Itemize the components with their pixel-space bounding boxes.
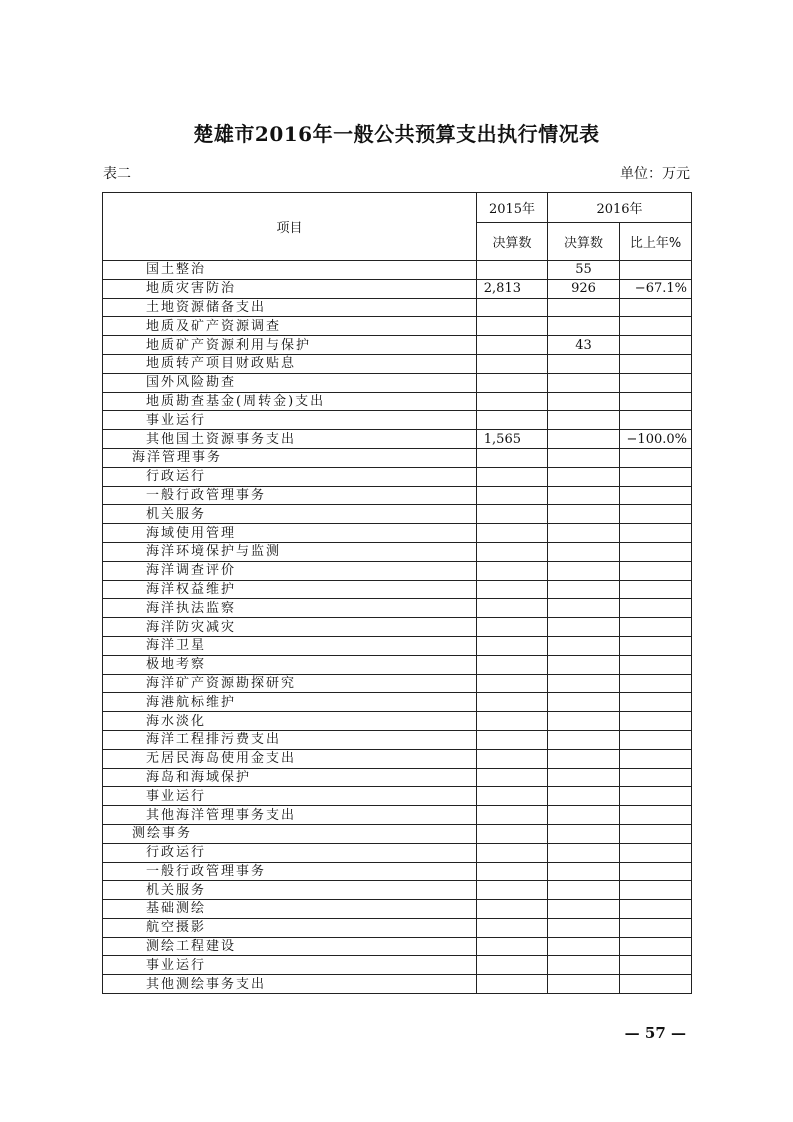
table-row	[103, 843, 692, 862]
ratio-value	[620, 448, 692, 467]
value-2015	[477, 693, 548, 712]
row-name: 事业运行	[103, 787, 477, 806]
value-2015: 1,565	[477, 430, 548, 449]
row-name: 极地考察	[103, 655, 477, 674]
table-row	[103, 505, 692, 524]
table-row	[103, 317, 692, 336]
value-2015	[477, 467, 548, 486]
row-name: 海洋权益维护	[103, 580, 477, 599]
table-row	[103, 787, 692, 806]
row-name: 机关服务	[103, 881, 477, 900]
value-2015	[477, 918, 548, 937]
value-2015	[477, 768, 548, 787]
ratio-value	[620, 712, 692, 731]
ratio-value: −67.1%	[620, 279, 692, 298]
header-2015: 2015年	[477, 193, 548, 223]
value-2015	[477, 881, 548, 900]
table-row	[103, 467, 692, 486]
value-2016	[548, 618, 620, 637]
value-2016	[548, 298, 620, 317]
row-name: 海洋环境保护与监测	[103, 542, 477, 561]
value-2015	[477, 655, 548, 674]
row-name: 海洋矿产资源勘探研究	[103, 674, 477, 693]
value-2015	[477, 505, 548, 524]
ratio-value	[620, 881, 692, 900]
row-name: 海洋工程排污费支出	[103, 730, 477, 749]
table-row	[103, 336, 692, 355]
table-row	[103, 806, 692, 825]
row-name: 地质勘查基金(周转金)支出	[103, 392, 477, 411]
row-name: 海岛和海域保护	[103, 768, 477, 787]
value-2015	[477, 975, 548, 994]
value-2016	[548, 806, 620, 825]
row-name: 测绘工程建设	[103, 937, 477, 956]
value-2016	[548, 768, 620, 787]
row-name: 一般行政管理事务	[103, 486, 477, 505]
value-2016	[548, 411, 620, 430]
value-2016	[548, 655, 620, 674]
value-2016	[548, 448, 620, 467]
table-row	[103, 862, 692, 881]
value-2016	[548, 787, 620, 806]
row-name: 海洋管理事务	[103, 448, 477, 467]
table-row	[103, 768, 692, 787]
table-row	[103, 655, 692, 674]
value-2016	[548, 542, 620, 561]
table-row	[103, 749, 692, 768]
ratio-value	[620, 806, 692, 825]
value-2015	[477, 524, 548, 543]
value-2015	[477, 712, 548, 731]
row-name: 事业运行	[103, 411, 477, 430]
row-name: 地质灾害防治	[103, 279, 477, 298]
value-2016	[548, 693, 620, 712]
ratio-value	[620, 599, 692, 618]
value-2015	[477, 900, 548, 919]
table-row	[103, 824, 692, 843]
table-row	[103, 881, 692, 900]
value-2016	[548, 580, 620, 599]
ratio-value	[620, 467, 692, 486]
value-2015	[477, 730, 548, 749]
value-2015	[477, 448, 548, 467]
table-row	[103, 486, 692, 505]
ratio-value	[620, 524, 692, 543]
table-row	[103, 448, 692, 467]
ratio-value	[620, 956, 692, 975]
table-row	[103, 430, 692, 449]
value-2015	[477, 580, 548, 599]
table-row	[103, 279, 692, 298]
value-2016	[548, 636, 620, 655]
ratio-value	[620, 392, 692, 411]
value-2016	[548, 730, 620, 749]
row-name: 地质及矿产资源调查	[103, 317, 477, 336]
ratio-value	[620, 542, 692, 561]
ratio-value	[620, 317, 692, 336]
value-2016: 926	[548, 279, 620, 298]
table-row	[103, 354, 692, 373]
value-2016	[548, 354, 620, 373]
table-row	[103, 298, 692, 317]
row-name: 其他测绘事务支出	[103, 975, 477, 994]
value-2016	[548, 599, 620, 618]
table-row	[103, 730, 692, 749]
value-2016: 55	[548, 261, 620, 280]
row-name: 基础测绘	[103, 900, 477, 919]
ratio-value	[620, 354, 692, 373]
budget-table	[102, 192, 692, 994]
ratio-value	[620, 298, 692, 317]
ratio-value	[620, 655, 692, 674]
value-2015	[477, 862, 548, 881]
row-name: 行政运行	[103, 467, 477, 486]
ratio-value	[620, 505, 692, 524]
value-2016	[548, 749, 620, 768]
unit-label: 单位：万元	[620, 166, 690, 182]
row-name: 一般行政管理事务	[103, 862, 477, 881]
row-name: 测绘事务	[103, 824, 477, 843]
row-name: 海洋卫星	[103, 636, 477, 655]
row-name: 其他海洋管理事务支出	[103, 806, 477, 825]
ratio-value	[620, 975, 692, 994]
table-row	[103, 373, 692, 392]
ratio-value	[620, 674, 692, 693]
value-2016	[548, 975, 620, 994]
value-2016	[548, 486, 620, 505]
ratio-value	[620, 261, 692, 280]
row-name: 机关服务	[103, 505, 477, 524]
row-name: 土地资源储备支出	[103, 298, 477, 317]
row-name: 海洋调查评价	[103, 561, 477, 580]
value-2016	[548, 862, 620, 881]
ratio-value: −100.0%	[620, 430, 692, 449]
table-row	[103, 599, 692, 618]
value-2015	[477, 787, 548, 806]
row-name: 航空摄影	[103, 918, 477, 937]
table-body	[103, 261, 692, 994]
table-row	[103, 956, 692, 975]
table-header	[103, 193, 692, 261]
table-row	[103, 524, 692, 543]
value-2016	[548, 956, 620, 975]
header-final-2016: 决算数	[548, 223, 620, 261]
value-2015	[477, 674, 548, 693]
value-2015	[477, 392, 548, 411]
value-2016	[548, 900, 620, 919]
ratio-value	[620, 749, 692, 768]
ratio-value	[620, 787, 692, 806]
value-2015	[477, 336, 548, 355]
value-2015	[477, 843, 548, 862]
row-name: 海港航标维护	[103, 693, 477, 712]
page-number: — 57 —	[624, 1024, 686, 1042]
table-row	[103, 392, 692, 411]
table-row	[103, 580, 692, 599]
table-row	[103, 261, 692, 280]
ratio-value	[620, 918, 692, 937]
value-2016	[548, 712, 620, 731]
value-2016	[548, 674, 620, 693]
value-2015	[477, 298, 548, 317]
table-row	[103, 618, 692, 637]
value-2016	[548, 561, 620, 580]
ratio-value	[620, 336, 692, 355]
value-2016	[548, 824, 620, 843]
value-2016	[548, 918, 620, 937]
value-2016	[548, 881, 620, 900]
value-2016	[548, 937, 620, 956]
value-2015	[477, 749, 548, 768]
row-name: 无居民海岛使用金支出	[103, 749, 477, 768]
header-2016: 2016年	[548, 193, 692, 223]
row-name: 行政运行	[103, 843, 477, 862]
value-2015	[477, 636, 548, 655]
value-2015	[477, 618, 548, 637]
ratio-value	[620, 824, 692, 843]
row-name: 地质矿产资源利用与保护	[103, 336, 477, 355]
value-2016	[548, 505, 620, 524]
ratio-value	[620, 618, 692, 637]
table-row	[103, 411, 692, 430]
table-row	[103, 674, 692, 693]
row-name: 事业运行	[103, 956, 477, 975]
table-row	[103, 561, 692, 580]
ratio-value	[620, 636, 692, 655]
value-2015	[477, 261, 548, 280]
ratio-value	[620, 373, 692, 392]
value-2015	[477, 542, 548, 561]
ratio-value	[620, 411, 692, 430]
value-2015	[477, 561, 548, 580]
row-name: 其他国土资源事务支出	[103, 430, 477, 449]
value-2015	[477, 824, 548, 843]
row-name: 地质转产项目财政贴息	[103, 354, 477, 373]
ratio-value	[620, 693, 692, 712]
header-final-2015: 决算数	[477, 223, 548, 261]
row-name: 海域使用管理	[103, 524, 477, 543]
value-2015	[477, 956, 548, 975]
value-2016: 43	[548, 336, 620, 355]
ratio-value	[620, 843, 692, 862]
value-2016	[548, 373, 620, 392]
header-ratio: 比上年%	[620, 223, 692, 261]
value-2016	[548, 317, 620, 336]
row-name: 海水淡化	[103, 712, 477, 731]
ratio-value	[620, 862, 692, 881]
ratio-value	[620, 937, 692, 956]
table-row	[103, 937, 692, 956]
value-2015	[477, 373, 548, 392]
ratio-value	[620, 486, 692, 505]
table-label: 表二	[103, 166, 131, 182]
ratio-value	[620, 768, 692, 787]
table-row	[103, 918, 692, 937]
value-2015	[477, 354, 548, 373]
page-title: 楚雄市2016年一般公共预算支出执行情况表	[193, 122, 600, 146]
ratio-value	[620, 580, 692, 599]
header-item: 项目	[103, 193, 477, 261]
value-2016	[548, 843, 620, 862]
value-2015	[477, 486, 548, 505]
row-name: 国土整治	[103, 261, 477, 280]
ratio-value	[620, 561, 692, 580]
row-name: 海洋执法监察	[103, 599, 477, 618]
value-2016	[548, 430, 620, 449]
value-2015	[477, 317, 548, 336]
value-2015	[477, 806, 548, 825]
value-2016	[548, 524, 620, 543]
value-2016	[548, 392, 620, 411]
table-row	[103, 712, 692, 731]
value-2015	[477, 937, 548, 956]
table-row	[103, 542, 692, 561]
ratio-value	[620, 900, 692, 919]
value-2015: 2,813	[477, 279, 548, 298]
table-row	[103, 636, 692, 655]
row-name: 国外风险勘查	[103, 373, 477, 392]
value-2015	[477, 599, 548, 618]
value-2015	[477, 411, 548, 430]
ratio-value	[620, 730, 692, 749]
value-2016	[548, 467, 620, 486]
table-row	[103, 900, 692, 919]
row-name: 海洋防灾减灾	[103, 618, 477, 637]
table-row	[103, 975, 692, 994]
table-row	[103, 693, 692, 712]
